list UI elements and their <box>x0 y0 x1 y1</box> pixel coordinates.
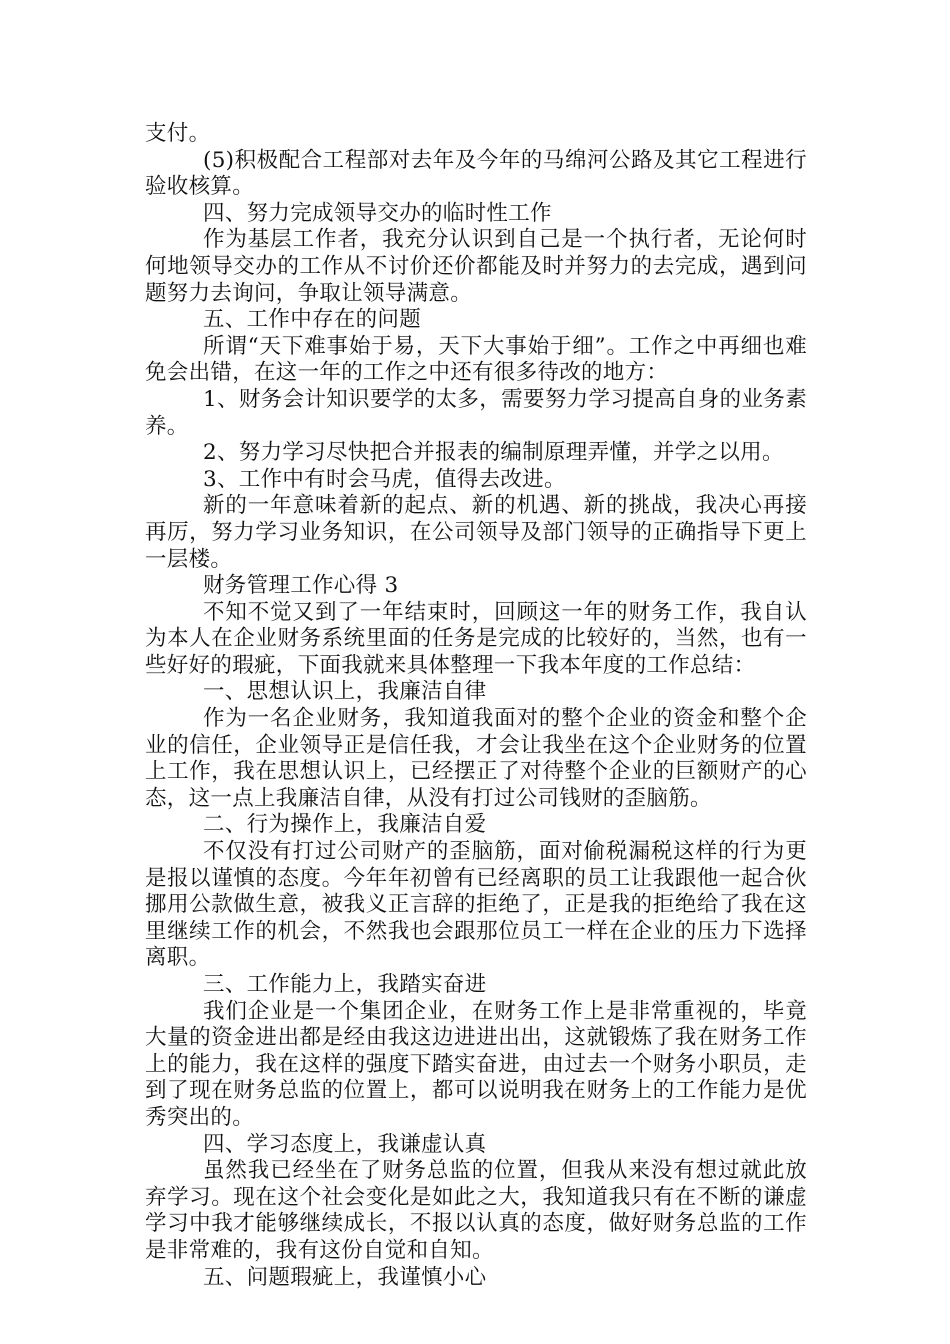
section-heading: 四、努力完成领导交办的临时性工作 <box>203 200 552 226</box>
list-item: 2、努力学习尽快把合并报表的编制原理弄懂，并学之以用。 <box>203 440 784 466</box>
paragraph: 所谓“天下难事始于易，天下大事始于细”。工作之中再细也难免会出错，在这一年的工作之中还有很多待改的地方： <box>145 333 807 386</box>
article-title: 财务管理工作心得 3 <box>203 573 399 599</box>
paragraph: 虽然我已经坐在了财务总监的位置，但我从来没有想过就此放弃学习。现在这个社会变化是如此之大，我知道我只有在不断的谦虚学习中我才能够继续成长，不报以认真的态度，做好财务总监的工作是非常难的，我有这份自觉和自知。 <box>145 1158 807 1263</box>
section-heading: 四、学习态度上，我谦虚认真 <box>203 1131 487 1157</box>
section-heading: 二、行为操作上，我廉洁自爱 <box>203 812 487 838</box>
paragraph: 作为一名企业财务，我知道我面对的整个企业的资金和整个企业的信任，企业领导正是信任我，才会让我坐在这个企业财务的位置上工作，我在思想认识上，已经摆正了对待整个企业的巨额财产的心态，这一点上我廉洁自律，从没有打过公司钱财的歪脑筋。 <box>145 706 807 811</box>
paragraph: 不知不觉又到了一年结束时，回顾这一年的财务工作，我自认为本人在企业财务系统里面的任务是完成的比较好的，当然，也有一些好好的瑕疵，下面我就来具体整理一下我本年度的工作总结： <box>145 599 807 678</box>
section-heading: 五、工作中存在的问题 <box>203 307 422 333</box>
paragraph: 支付。 <box>145 121 211 146</box>
paragraph: 新的一年意味着新的起点、新的机遇、新的挑战，我决心再接再厉，努力学习业务知识，在公司领导及部门领导的正确指导下更上一层楼。 <box>145 493 807 572</box>
section-heading: 一、思想认识上，我廉洁自律 <box>203 679 487 705</box>
list-item: 1、财务会计知识要学的太多，需要努力学习提高自身的业务素养。 <box>145 386 807 439</box>
paragraph: 我们企业是一个集团企业，在财务工作上是非常重视的，毕竟大量的资金进出都是经由我这边进进出出，这就锻炼了我在财务工作上的能力，我在这样的强度下踏实奋进，由过去一个财务小职员，走到了现在财务总监的位置上，都可以说明我在财务上的工作能力是优秀突出的。 <box>145 998 807 1130</box>
paragraph: (5)积极配合工程部对去年及今年的马绵河公路及其它工程进行验收核算。 <box>145 147 807 200</box>
paragraph: 不仅没有打过公司财产的歪脑筋，面对偷税漏税这样的行为更是报以谨慎的态度。今年年初曾有已经离职的员工让我跟他一起合伙挪用公款做生意，被我义正言辞的拒绝了，正是我的拒绝给了我在这里继续工作的机会，不然我也会跟那位员工一样在企业的压力下选择离职。 <box>145 839 807 971</box>
document-body <box>145 121 807 1291</box>
section-heading: 五、问题瑕疵上，我谨慎小心 <box>203 1264 487 1290</box>
list-item: 3、工作中有时会马虎，值得去改进。 <box>203 466 566 492</box>
paragraph: 作为基层工作者，我充分认识到自己是一个执行者，无论何时何地领导交办的工作从不讨价还价都能及时并努力的去完成，遇到问题努力去询问，争取让领导满意。 <box>145 227 807 306</box>
section-heading: 三、工作能力上，我踏实奋进 <box>203 972 487 997</box>
